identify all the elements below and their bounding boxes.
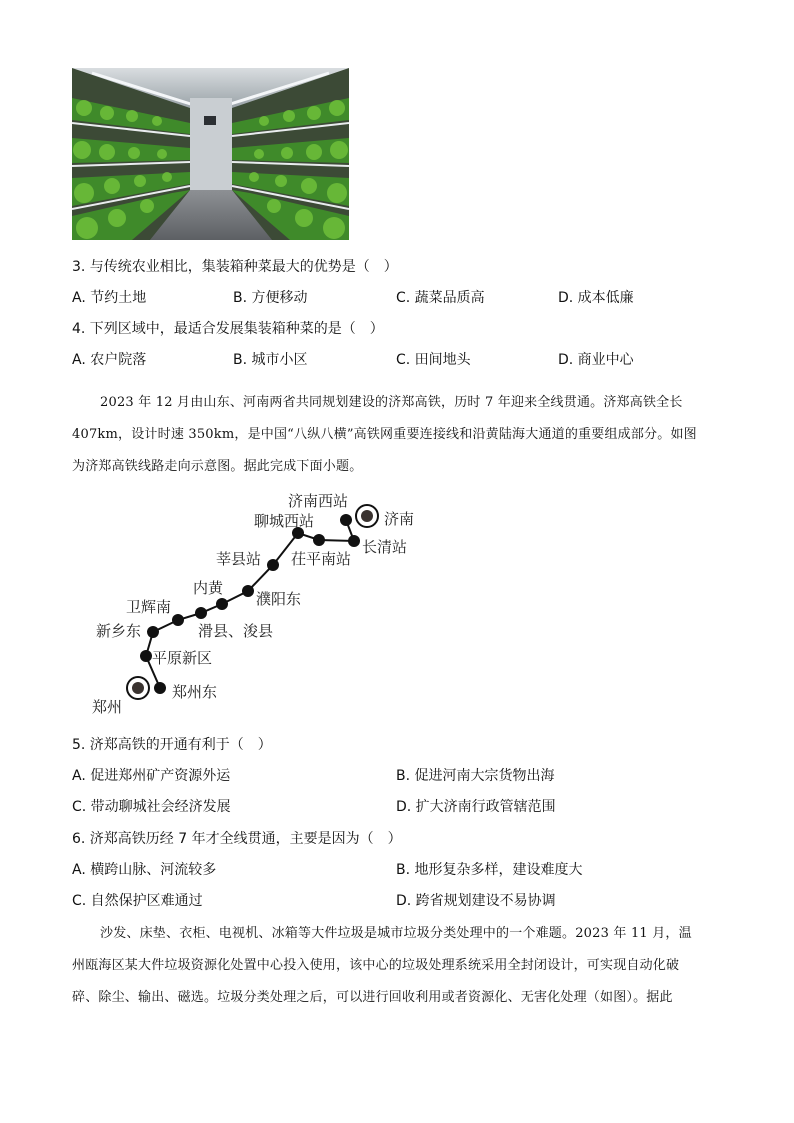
q4-option-d[interactable]: D. 商业中心	[558, 352, 634, 368]
q6-option-b[interactable]: B. 地形复杂多样，建设难度大	[396, 862, 583, 878]
label-weihuinan: 卫辉南	[126, 598, 172, 616]
container-farm-illustration	[72, 68, 349, 240]
station-dot-jinanxi	[340, 514, 352, 526]
passage-2-line-2: 州瓯海区某大件垃圾资源化处置中心投入使用，该中心的垃圾处理系统采用全封闭设计，可实现自动化破	[72, 958, 680, 973]
q5-option-a[interactable]: A. 促进郑州矿产资源外运	[72, 768, 231, 784]
label-xinxiangdong: 新乡东	[96, 622, 142, 640]
q3-option-a[interactable]: A. 节约土地	[72, 290, 147, 306]
label-zhengzhoudong: 郑州东	[172, 683, 218, 701]
q5-option-b[interactable]: B. 促进河南大宗货物出海	[396, 768, 555, 784]
label-jinan: 济南	[384, 510, 415, 528]
label-jinanxi: 济南西站	[288, 492, 349, 510]
q6-option-a[interactable]: A. 横跨山脉、河流较多	[72, 862, 217, 878]
label-huaxian-junxian: 滑县、浚县	[198, 622, 274, 640]
q4-option-a[interactable]: A. 农户院落	[72, 352, 147, 368]
station-dot-shenxian	[267, 559, 279, 571]
label-puyangdong: 濮阳东	[256, 590, 302, 608]
label-changqing: 长清站	[362, 538, 408, 556]
passage-2-line-3: 碎、除尘、输出、磁选。垃圾分类处理之后，可以进行回收利用或者资源化、无害化处理（如图）。据此	[72, 990, 673, 1005]
station-dot-pingyuanxinqu	[140, 650, 152, 662]
question-4-stem: 4. 下列区域中，最适合发展集装箱种菜的是（ ）	[72, 321, 384, 337]
q6-option-d[interactable]: D. 跨省规划建设不易协调	[396, 893, 556, 909]
station-dot-huaxian	[195, 607, 207, 619]
label-chipingnan: 茌平南站	[291, 550, 352, 568]
question-6-stem: 6. 济郑高铁历经 7 年才全线贯通，主要是因为（ ）	[72, 831, 402, 847]
question-3-stem: 3. 与传统农业相比，集装箱种菜最大的优势是（ ）	[72, 259, 398, 275]
q5-option-d[interactable]: D. 扩大济南行政管辖范围	[396, 799, 556, 815]
station-dot-xinxiangdong	[147, 626, 159, 638]
passage-1-line-3: 为济郑高铁线路走向示意图。据此完成下面小题。	[72, 459, 363, 474]
station-dot-neihuang	[216, 598, 228, 610]
question-5-stem: 5. 济郑高铁的开通有利于（ ）	[72, 737, 272, 753]
station-dot-zhengzhoudong	[154, 682, 166, 694]
passage-1-line-2: 407km，设计时速 350km，是中国“八纵八横”高铁网重要连接线和沿黄陆海大通道的重要组成部分。如图	[72, 427, 697, 442]
station-dot-chipingnan	[313, 534, 325, 546]
station-dot-puyangdong	[242, 585, 254, 597]
label-zhengzhou: 郑州	[92, 698, 123, 716]
q3-option-b[interactable]: B. 方便移动	[233, 290, 308, 306]
label-neihuang: 内黄	[193, 579, 224, 597]
zhengzhou-city-marker	[127, 677, 149, 699]
q5-option-c[interactable]: C. 带动聊城社会经济发展	[72, 799, 231, 815]
q4-option-c[interactable]: C. 田间地头	[396, 352, 471, 368]
label-liaochengxi: 聊城西站	[254, 512, 315, 530]
passage-1-line-1: 2023 年 12 月由山东、河南两省共同规划建设的济郑高铁，历时 7 年迎来全线贯通。济郑高铁全长	[100, 395, 683, 410]
station-dot-changqing	[348, 535, 360, 547]
label-pingyuanxinqu: 平原新区	[152, 649, 213, 667]
q3-option-c[interactable]: C. 蔬菜品质高	[396, 290, 485, 306]
q3-option-d[interactable]: D. 成本低廉	[558, 290, 634, 306]
label-shenxian: 莘县站	[216, 550, 262, 568]
q6-option-c[interactable]: C. 自然保护区难通过	[72, 893, 203, 909]
container-farm-photo	[72, 68, 349, 240]
station-dot-weihuinan	[172, 614, 184, 626]
railway-route-map	[0, 480, 794, 720]
passage-2-line-1: 沙发、床垫、衣柜、电视机、冰箱等大件垃圾是城市垃圾分类处理中的一个难题。2023 年 11 月，温	[100, 926, 692, 941]
jinan-city-marker	[356, 505, 378, 527]
q4-option-b[interactable]: B. 城市小区	[233, 352, 308, 368]
